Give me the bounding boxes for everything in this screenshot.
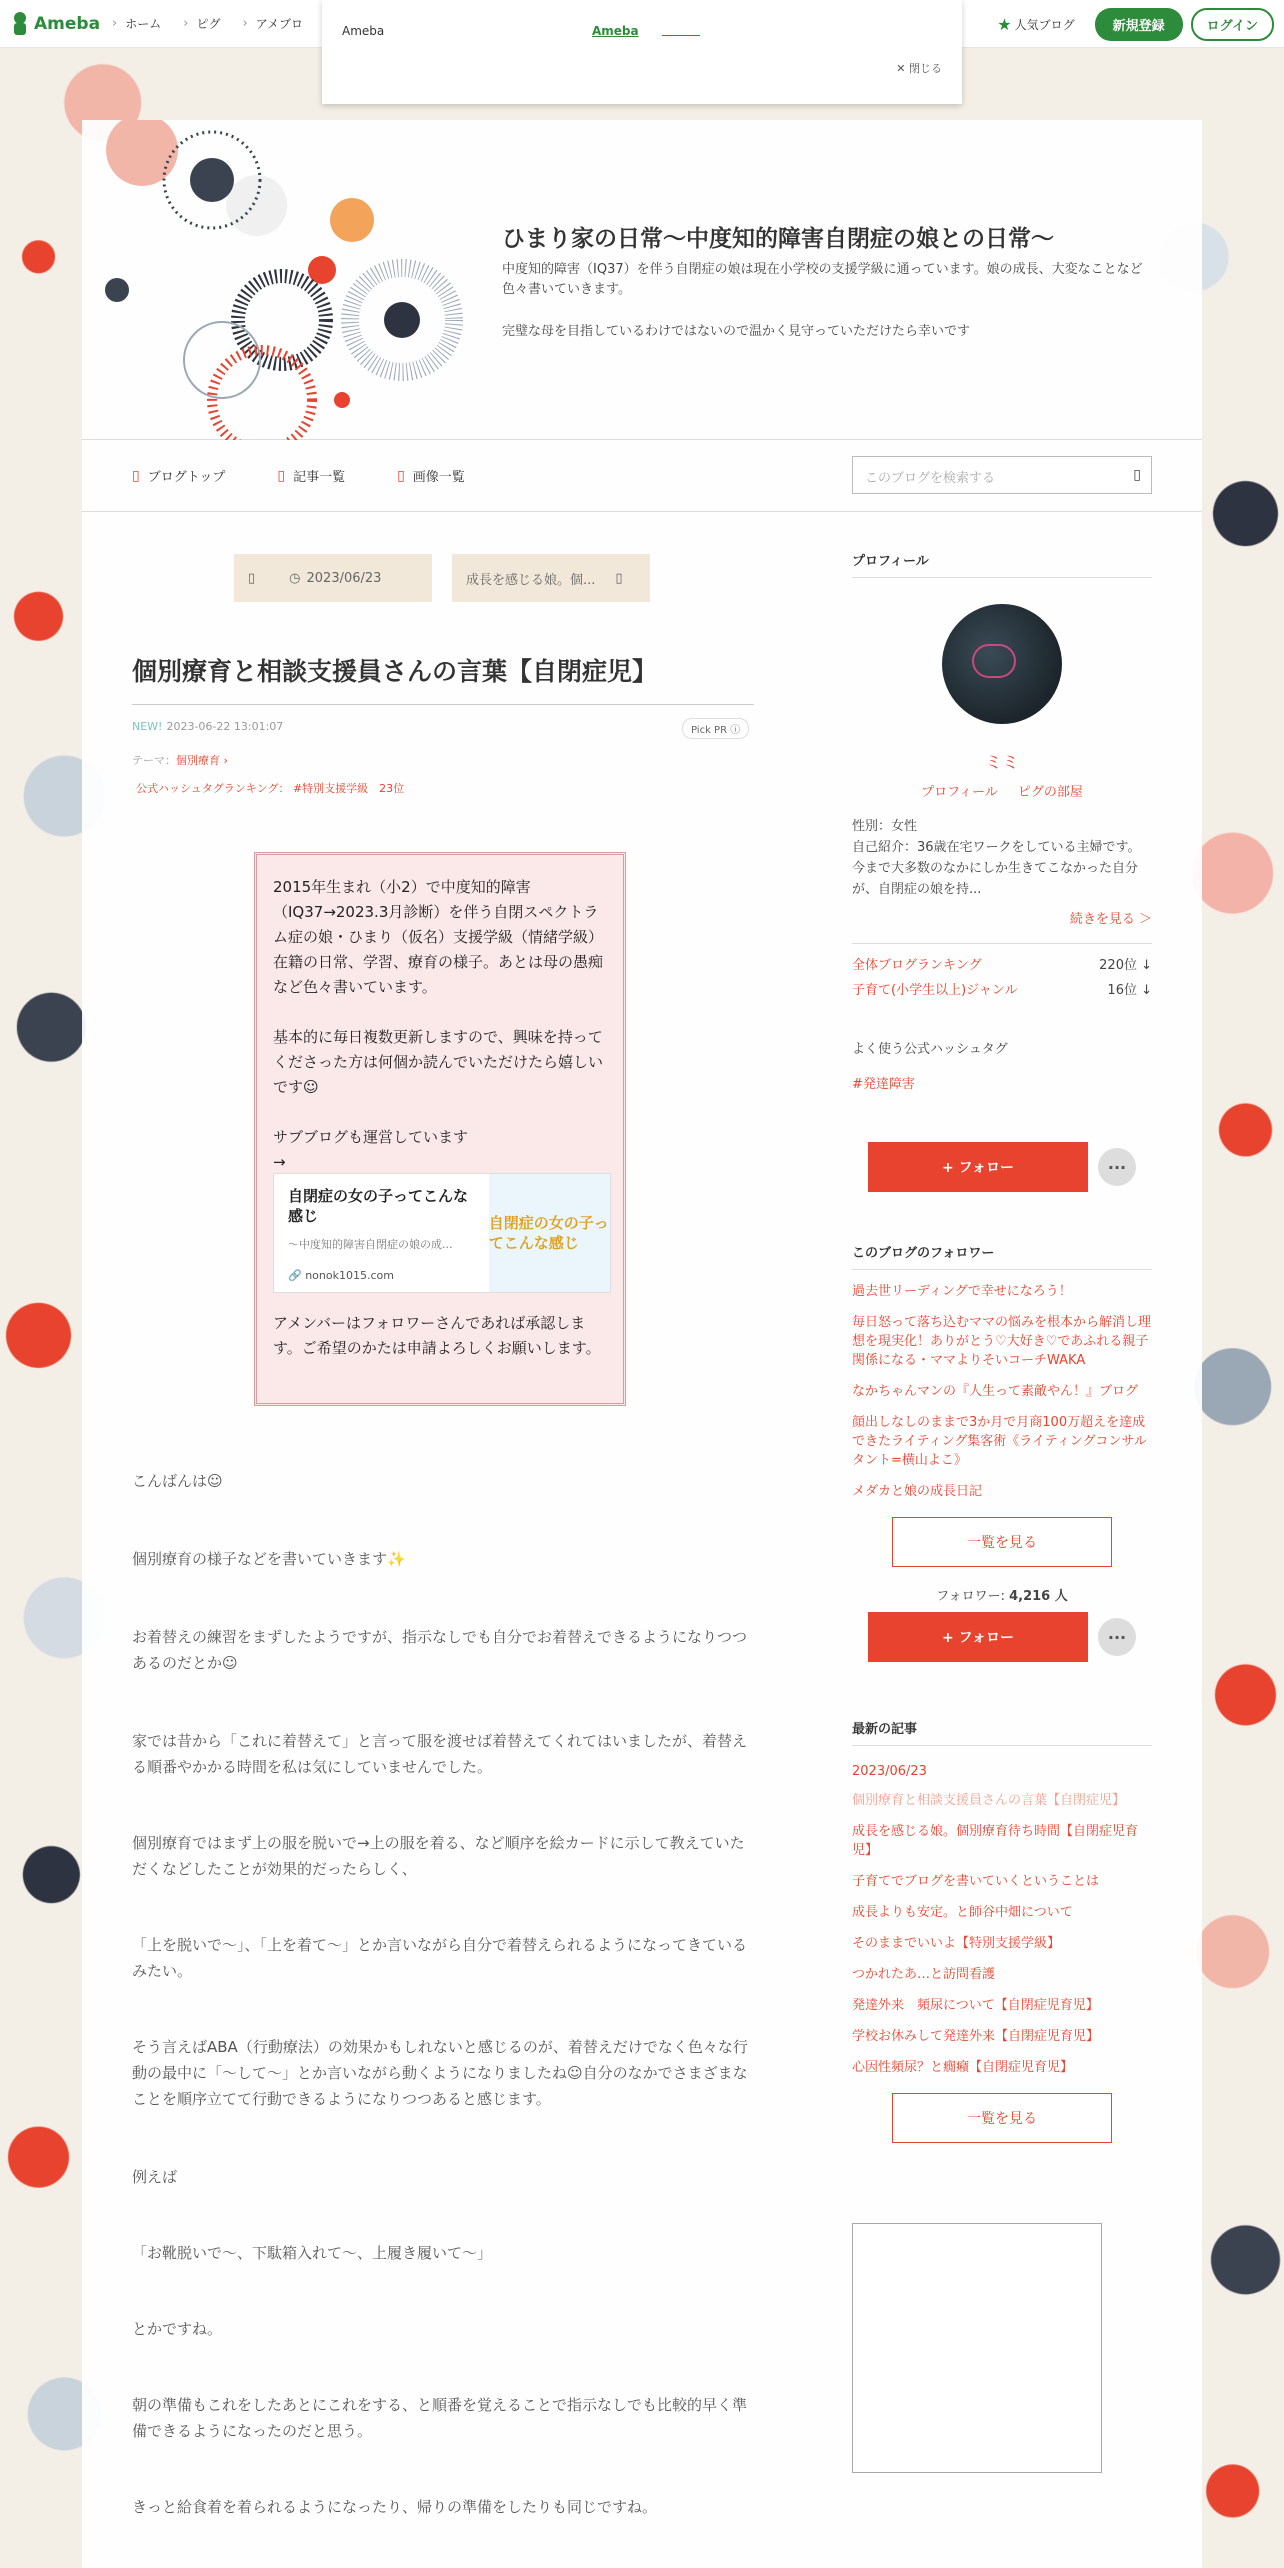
genre-ranking-value: 16位 ↓ (1107, 983, 1152, 998)
intro-p3: サブブログも運営しています (273, 1128, 469, 1146)
search-icon[interactable]: ▯ (1133, 467, 1141, 483)
article-paragraph: 朝の準備もこれをしたあとにこれをする、と順番を覚えることで指示なしでも比較的早く準備できるようになったのだと思う。 (132, 2396, 748, 2440)
profile-link[interactable]: プロフィール (921, 785, 998, 800)
clock-icon: ◷ (289, 570, 301, 586)
next-entry-button[interactable]: 成長を感じる娘。個... ▯ (452, 554, 650, 602)
sidebar (852, 550, 1152, 2473)
link-icon: 🔗 (288, 1269, 302, 1282)
entry-pager (234, 554, 650, 602)
genre-ranking-link[interactable]: 子育て(小学生以上)ジャンル (852, 983, 1018, 998)
pick-pr-badge[interactable]: Pick PR ⓘ (682, 718, 749, 739)
read-more-link[interactable]: 続きを見る ＞ (852, 908, 1152, 944)
article-paragraph: 「お靴脱いで〜、下駄箱入れて〜、上履き履いて〜」 (132, 2244, 493, 2262)
ad-underline (662, 35, 700, 36)
intro-box (254, 852, 626, 1406)
crown-icon: ★ (997, 15, 1012, 34)
article-paragraph: 「上を脱いで〜」、「上を着て〜」とか言いながら自分で着替えられるようになってきているみたい。 (132, 1936, 748, 1980)
profile-info (852, 816, 1152, 900)
sub-blog-link-card[interactable] (273, 1173, 611, 1293)
nav-entry-list[interactable]: ▯ 記事一覧 (277, 467, 346, 485)
link-card-subtitle: 〜中度知的障害自閉症の娘の成... (288, 1238, 453, 1251)
hashtag-link[interactable]: #発達障害 (852, 1077, 915, 1092)
latest-entries (852, 1718, 1152, 2143)
home-icon: ▯ (132, 467, 140, 484)
follow-button[interactable]: + フォロー (868, 1612, 1088, 1662)
blog-description-2: 完璧な母を目指しているわけではないので温かく見守っていただけたら幸いです (502, 324, 971, 339)
follow-row (852, 1612, 1152, 1662)
latest-entry[interactable]: 発達外来 頻尿について【自閉症児育児】 (852, 1998, 1099, 2013)
blog-title[interactable]: ひまり家の日常〜中度知的障害自閉症の娘との日常〜 (502, 226, 1054, 252)
profile-name[interactable]: ミミ (985, 753, 1019, 773)
list-icon: ▯ (277, 467, 286, 484)
latest-entry[interactable]: 学校お休みして発達外来【自閉症児育児】 (852, 2029, 1100, 2044)
latest-list-button[interactable]: 一覧を見る (892, 2093, 1112, 2143)
intro-p1: 2015年生まれ（小2）で中度知的障害（IQ37→2023.3月診断）を伴う自閉スペクトラム症の娘・ひまり（仮名）支援学級（情緒学級）在籍の日常、学習、療育の様子。あとは母の愚痴など色々書いています。 (273, 878, 604, 996)
blog-container (82, 120, 1202, 2568)
avatar[interactable] (942, 604, 1062, 724)
blog-nav (82, 440, 1202, 512)
link-card-title: 自閉症の女の子ってこんな感じ (288, 1187, 469, 1225)
prev-entry-button[interactable]: ▯ ◷ 2023/06/23 (234, 554, 432, 602)
article-paragraph: そう言えばABA（行動療法）の効果かもしれないと感じるのが、着替えだけでなく色々な行動の最中に「〜して〜」とか言いながら動くようになりましたね☺自分のなかでさまざまなことを順序立てて行動できるようになりつつあると感じます。 (132, 2038, 748, 2108)
latest-entry[interactable]: つかれたあ…と訪問看護 (852, 1967, 996, 1982)
link-card-thumbnail: 自閉症の女の子ってこんな感じ (489, 1174, 610, 1292)
latest-heading: 最新の記事 (852, 1718, 1152, 1746)
latest-entry[interactable]: 個別療育と相談支援員さんの言葉【自閉症児】 (852, 1793, 1126, 1808)
register-button[interactable]: 新規登録 (1095, 8, 1183, 41)
followers-heading: このブログのフォロワー (852, 1242, 1152, 1270)
profile-gender: 性別：女性 (852, 819, 918, 834)
login-button[interactable]: ログイン (1191, 8, 1274, 41)
ad-banner (322, 0, 962, 104)
follower-item[interactable]: メダカと娘の成長日記 (852, 1484, 983, 1499)
follower-item[interactable]: 過去世リーディングで幸せになろう！ (852, 1284, 1072, 1299)
article-paragraph: とかですね。 (132, 2320, 223, 2338)
blog-header (82, 120, 1202, 440)
profile-intro: 自己紹介：36歳在宅ワークをしている主婦です。今まで大多数のなかにしか生きてこなかった自分が、自閉症の娘を持... (852, 840, 1141, 897)
overall-ranking-value: 220位 ↓ (1099, 958, 1152, 973)
chevron-left-icon: ▯ (248, 570, 256, 586)
latest-date: 2023/06/23 (852, 1764, 927, 1779)
hashtag-heading: よく使う公式ハッシュタグ (852, 1042, 1008, 1057)
followers-section (852, 1242, 1152, 1662)
blog-search-input[interactable]: このブログを検索する ▯ (852, 456, 1152, 494)
nav-pigg[interactable]: › ピグ (183, 15, 220, 32)
article-paragraph: 個別療育ではまず上の服を脱いで→上の服を着る、など順序を絵カードに示して教えていただくなどしたことが効果的だったらしく、 (132, 1834, 745, 1878)
nav-home[interactable]: › ホーム (112, 15, 161, 32)
latest-entry[interactable]: そのままでいいよ【特別支援学級】 (852, 1936, 1061, 1951)
popular-blog-link[interactable]: ★ 人気ブログ (997, 15, 1075, 34)
blog-description: 中度知的障害（IQ37）を伴う自閉症の娘は現在小学校の支援学級に通っています。娘の成長、大変なことなど色々書いていきます。 (502, 262, 1143, 297)
more-options-icon[interactable]: ··· (1098, 1618, 1136, 1656)
overall-ranking-link[interactable]: 全体ブログランキング (852, 958, 982, 973)
follower-item[interactable]: 顔出しなしのままで3か月で月商100万超えを達成できたライティング集客術《ライティングコンサルタント=横山よこ》 (852, 1415, 1147, 1468)
ameba-logo-icon (10, 11, 30, 37)
ad-link[interactable]: Ameba (592, 24, 639, 38)
latest-entry[interactable]: 成長を感じる娘。個別療育待ち時間【自閉症児育児】 (852, 1824, 1139, 1858)
ameba-logo[interactable]: Ameba (10, 11, 100, 37)
article-paragraph: こんばんは☺ (132, 1472, 223, 1490)
article-paragraph: 例えば (132, 2168, 178, 2186)
chevron-right-icon: ▯ (615, 570, 623, 586)
more-options-icon[interactable]: ··· (1098, 1148, 1136, 1186)
article-paragraph: きっと給食着を着られるようになったり、帰りの準備をしたりも同じですね。 (132, 2498, 658, 2516)
latest-entry[interactable]: 心因性頻尿？と癇癪【自閉症児育児】 (852, 2060, 1074, 2075)
profile-heading: プロフィール (852, 550, 1152, 578)
pigg-room-link[interactable]: ピグの部屋 (1017, 785, 1083, 800)
profile-links (852, 781, 1152, 800)
follower-item[interactable]: なかちゃんマンの『人生って素敵やん！』ブログ (852, 1384, 1139, 1399)
link-card-url: 🔗 nonok1015.com (288, 1269, 394, 1282)
followers-list-button[interactable]: 一覧を見る (892, 1517, 1112, 1567)
hashtag-ranking[interactable]: 公式ハッシュタグランキング： #特別支援学級 23位 (136, 782, 405, 795)
nav-ameblo[interactable]: › アメブロ (242, 15, 302, 32)
intro-tail: アメンバーはフォロワーさんであれば承認します。ご希望のかたは申請よろしくお願いします。 (273, 1314, 601, 1357)
nav-image-list[interactable]: ▯ 画像一覧 (397, 467, 465, 485)
ranking-row (852, 954, 1152, 973)
nav-blog-top[interactable]: ▯ ブログトップ (132, 467, 226, 485)
sidebar-image (852, 2223, 1102, 2473)
ranking-row (852, 979, 1152, 998)
ad-close-button[interactable]: ✕ 閉じる (896, 62, 942, 75)
article-title[interactable]: 個別療育と相談支援員さんの言葉【自閉症児】 (132, 652, 754, 705)
latest-entry[interactable]: 子育てでブログを書いていくということは (852, 1874, 1100, 1889)
article-paragraph: 家では昔から「これに着替えて」と言って服を渡せば着替えてくれてはいましたが、着替える順番やかかる時間を私は気にしていませんでした。 (132, 1732, 748, 1776)
latest-entry[interactable]: 成長よりも安定。と師谷中畑について (852, 1905, 1073, 1920)
follow-row (852, 1142, 1152, 1192)
image-icon: ▯ (397, 467, 405, 484)
article-theme: テーマ：個別療育 › (132, 754, 228, 767)
article-paragraph: 個別療育の様子などを書いていきます✨ (132, 1550, 406, 1568)
article-date: NEW! 2023-06-22 13:01:07 (132, 720, 284, 733)
follower-item[interactable]: 毎日怒って落ち込むママの悩みを根本から解消し理想を現実化！ありがとう♡大好き♡であふれる親子関係になる・ママよりそいコーチWAKA (852, 1315, 1152, 1368)
follower-count: フォロワー: 4,216 人 (936, 1589, 1068, 1604)
theme-link[interactable]: 個別療育 › (176, 754, 228, 767)
intro-arrow: → (273, 1153, 286, 1171)
follow-button[interactable]: + フォロー (868, 1142, 1088, 1192)
article-paragraph: お着替えの練習をまずしたようですが、指示なしでも自分でお着替えできるようになりつつあるのだとか☺ (132, 1628, 748, 1672)
header-illustration (82, 120, 502, 440)
intro-p2: 基本的に毎日複数更新しますので、興味を持ってくださった方は何個か読んでいただけたら嬉しいです☺ (273, 1028, 604, 1096)
ad-label: Ameba (342, 24, 385, 38)
